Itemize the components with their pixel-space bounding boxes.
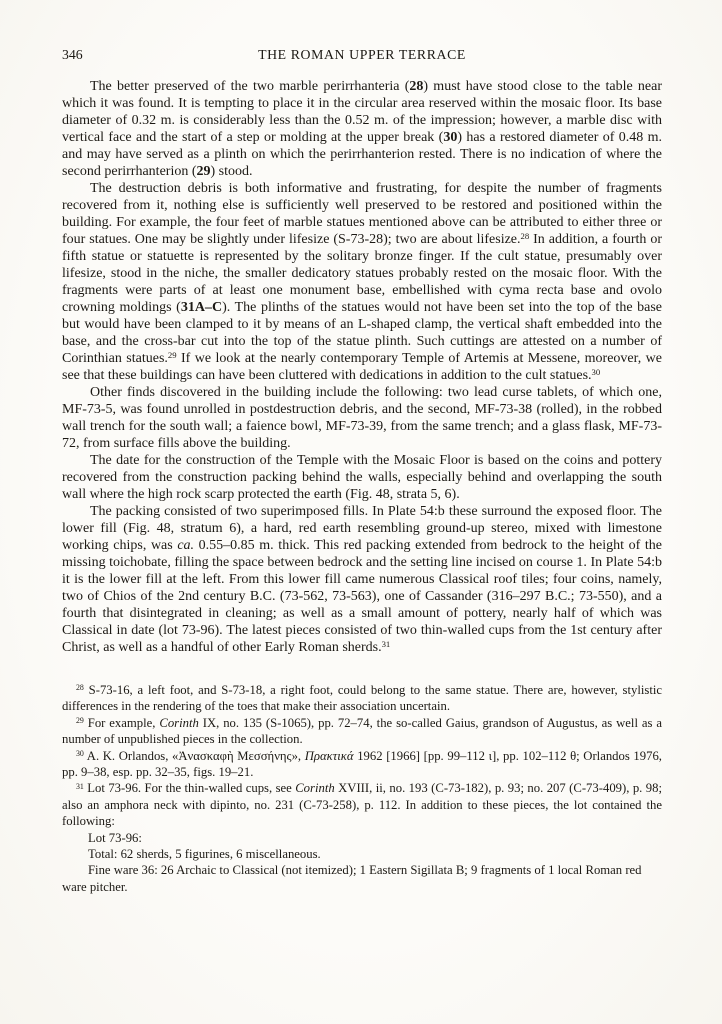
catalog-ref: 31A–C (180, 300, 223, 315)
italic-run: ca. (177, 538, 195, 553)
text-run: 1962 [1966] [pp. 99–112 ι], pp. 102–112 θ; Orlandos 1976, pp. 9–38, esp. pp. 32–35, figs. 19–21. (62, 748, 662, 780)
text-run: Total: 62 sherds, 5 figurines, 6 miscellaneous. (88, 847, 321, 862)
running-header (62, 46, 662, 63)
text-run: IX, no. 135 (S-1065), pp. 72–74, the so-called Gaius, grandson of Augustus, as well as a number of unpublished pieces in the collection. (62, 715, 662, 747)
page-number: 346 (62, 47, 83, 62)
footnote (62, 830, 662, 846)
body-text (62, 78, 662, 656)
catalog-ref: 29 (196, 164, 211, 179)
text-run: ) has a restored diameter of 0.48 m. and may have served as a plinth on which the perirrhanterion rested. There is no indication of where the second perirrhanterion ( (62, 130, 662, 179)
text-run: ) must have stood close to the table near which it was found. It is tempting to place it in the circular area reserved within the mosaic floor. Its base diameter of 0.32 m. is considerably less than the 0.52 m. of the impression; however, a marble disc with vertical face and the start of a step or molding at the upper break ( (62, 79, 662, 145)
body-paragraph (62, 78, 662, 180)
text-run: Lot 73-96. For the thin-walled cups, see (83, 781, 296, 796)
note-number: 30 (76, 749, 84, 759)
note-number: 31 (381, 639, 391, 650)
text-run: A. K. Orlandos, «Ἀνασκαφὴ Μεσσήνης», (83, 748, 305, 763)
text-run: The date for the construction of the Temple with the Mosaic Floor is based on the coins and pottery recovered from the construction packing behind the walls, especially behind and overlapping the south wall where the high rock scarp protected the earth (Fig. 48, strata 5, 6). (62, 453, 662, 502)
footnotes (62, 682, 662, 895)
text-run: Lot 73-96: (88, 830, 142, 845)
running-head-title: THE ROMAN UPPER TERRACE (258, 47, 466, 62)
note-number: 29 (167, 350, 177, 361)
note-number: 29 (76, 716, 84, 726)
text-run: S-73-16, a left foot, and S-73-18, a right foot, could belong to the same statue. There are, however, stylistic differences in the rendering of the toes that make their association uncertain. (62, 683, 662, 714)
footnote (62, 780, 662, 829)
catalog-ref: 28 (409, 79, 424, 94)
text-run: The destruction debris is both informative and frustrating, for despite the number of fragments recovered from it, nothing else is sufficiently well preserved to be restored and positioned within the building. For example, the four feet of marble statues mentioned above can be attributed to either three or four statues. One may be slightly under lifesize (S-73-28); two are about lifesize. (62, 181, 662, 247)
footnote (62, 715, 662, 748)
italic-run: Corinth (159, 715, 199, 730)
italic-run: Corinth (295, 781, 335, 796)
text-run: XVIII, ii, no. 193 (C-73-182), p. 93; no. 207 (C-73-409), p. 98; also an amphora neck with dipinto, no. 231 (C-73-258), p. 112. In addition to these pieces, the lot contained the following: (62, 781, 662, 829)
body-paragraph (62, 452, 662, 503)
footnote (62, 846, 662, 862)
note-number: 30 (591, 367, 601, 378)
text-run: The better preserved of the two marble perirrhanteria ( (90, 79, 410, 94)
text-run: For example, (83, 715, 160, 730)
footnote (62, 748, 662, 781)
note-number: 31 (76, 781, 84, 791)
footnote (62, 682, 662, 715)
text-run: Other finds discovered in the building include the following: two lead curse tablets, of which one, MF-73-5, was found unrolled in postdestruction debris, and the second, MF-73-38 (rolled), in the robbed wall trench for the south wall; a faience bowl, MF-73-39, from the same trench; and a glass flask, MF-73-72, from surface fills above the building. (62, 385, 662, 451)
catalog-ref: 30 (443, 130, 458, 145)
text-run: 0.55–0.85 m. thick. This red packing extended from bedrock to the height of the missing toichobate, filling the space between bedrock and the setting line incised on course 1. In Plate 54:b it is the lower fill at the left. From this lower fill came numerous Classical roof tiles; four coins, namely, two of Chios of the 2nd century B.C. (73-562, 73-563), one of Cassander (316–297 B.C.; 73-550), and a fourth that disintegrated in cleaning; as well as a small amount of pottery, nearly half of which was Classical in date (lot 73-96). The latest pieces consisted of two thin-walled cups from the 1st century after Christ, as well as a handful of other Early Roman sherds. (62, 538, 662, 655)
italic-run: Πρακτικά (304, 748, 354, 763)
text-run: In addition, a fourth or fifth statue or statuette is represented by the solitary bronze finger. If the cult statue, presumably over lifesize, stood in the niche, the smaller dedicatory statues probably rested on the mosaic floor. With the fragments were parts of at least one monument base, embellished with cyma recta base and ovolo crowning moldings ( (62, 232, 663, 315)
text-run: ) stood. (210, 164, 253, 179)
footnote (62, 862, 662, 895)
text-run: The packing consisted of two superimposed fills. In Plate 54:b these surround the exposed floor. The lower fill (Fig. 48, stratum 6), a hard, red earth resembling ground-up stereo, mixed with limestone working chips, was (62, 504, 662, 553)
body-paragraph (62, 503, 662, 656)
note-number: 28 (520, 231, 530, 242)
text-run: ). The plinths of the statues would not have been set into the top of the base but would have been clamped to it by means of an L-shaped clamp, the vertical shaft embedded into the base, and the cross-bar cut into the top of the statue plinth. Such cuttings are attested on a number of Corinthian statues. (62, 300, 663, 366)
body-paragraph (62, 180, 662, 384)
note-number: 28 (76, 683, 84, 693)
text-run: If we look at the nearly contemporary Temple of Artemis at Messene, moreover, we see that these buildings can have been cluttered with dedications in addition to the cult statues. (62, 351, 662, 383)
text-run: Fine ware 36: 26 Archaic to Classical (not itemized); 1 Eastern Sigillata B; 9 fragments of 1 local Roman red ware pitcher. (62, 863, 642, 894)
body-paragraph (62, 384, 662, 452)
